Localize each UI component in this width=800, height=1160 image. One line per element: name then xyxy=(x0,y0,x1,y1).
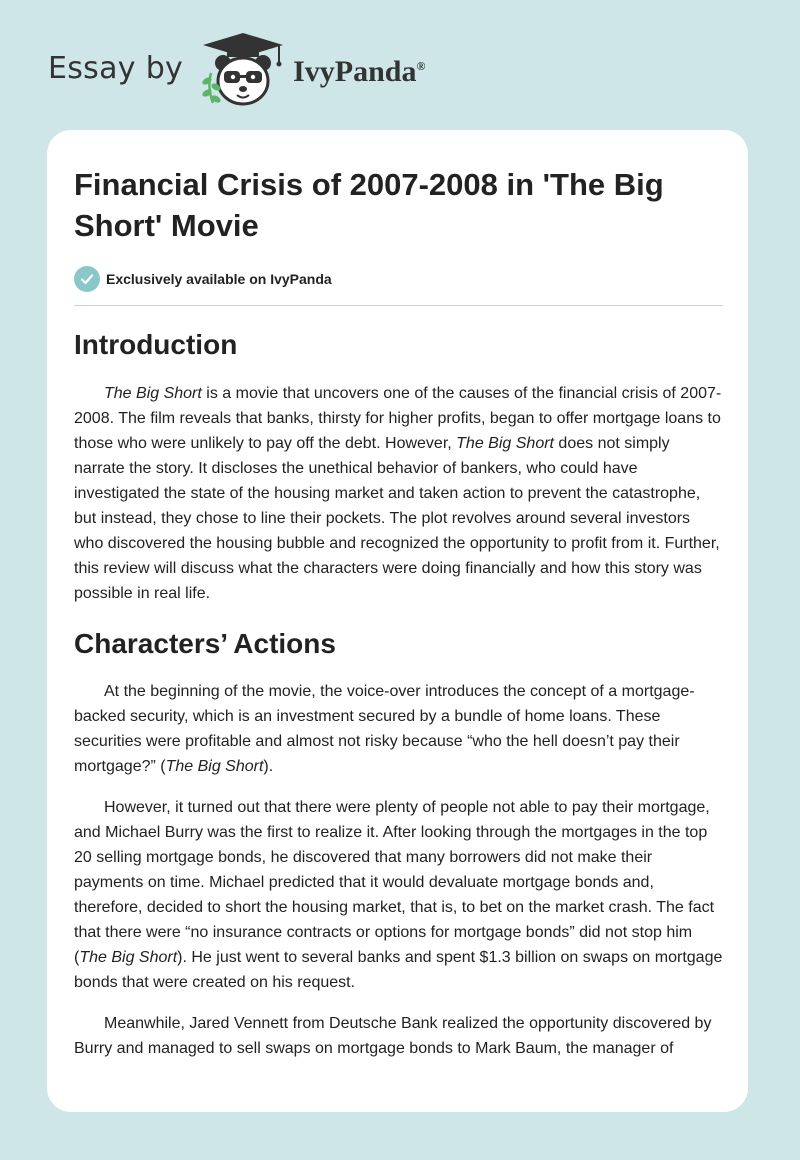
intro-paragraph: The Big Short is a movie that uncovers one of the causes of the financial crisis of 2007-2008. The film reveals that banks, thirsty for higher profits, began to offer mortgage loans to those who were unlikely to pay off the debt. However, The Big Short does not simply narrate the story. It discloses the unethical behavior of bankers, who could have investigated the state of the housing market and taken action to prevent the catastrophe, but instead, they chose to line their pockets. The plot revolves around several investors who discovered the housing bubble and recognized the opportunity to profit from it. Further, this review will discuss what the characters were doing financially and how this story was possible in real life. xyxy=(74,385,722,602)
body-paragraph: At the beginning of the movie, the voice-over introduces the concept of a mortgage-backed security, which is an investment secured by a bundle of home loans. These securities were profitable and almost not risky because “who the hell doesn’t pay their mortgage?” (The Big Short). xyxy=(74,683,695,775)
movie-title-italic: The Big Short xyxy=(456,435,554,452)
body-paragraph: Meanwhile, Jared Vennett from Deutsche Bank realized the opportunity discovered by Burry and managed to sell swaps on mortgage bonds to Mark Baum, the manager of xyxy=(74,1015,712,1057)
section-heading-introduction: Introduction xyxy=(74,329,238,360)
essay-card xyxy=(47,130,748,1112)
section-heading-characters-actions: Characters’ Actions xyxy=(74,628,336,659)
brand-prefix: Essay by xyxy=(48,50,184,86)
movie-title-italic: The Big Short xyxy=(79,949,178,966)
panda-logo-icon xyxy=(197,29,289,111)
essay-title: Financial Crisis of 2007-2008 in 'The Big Short' Movie xyxy=(74,167,664,243)
exclusive-badge xyxy=(74,265,723,293)
check-circle-icon xyxy=(74,266,100,292)
body-paragraph: However, it turned out that there were plenty of people not able to pay their mortgage, and Michael Burry was the first to realize it. After looking through the mortgages in the top 20 selling mortgage bonds, he discovered that many borrowers did not make their payments on time. Michael predicted that it would devaluate mortgage bonds and, therefore, decided to short the housing market, that is, to bet on the market crash. The fact that there were “no insurance contracts or options for mortgage bonds” did not stop him (The Big Short). He just went to several banks and spent $1.3 billion on swaps on mortgage bonds that were created on his request. xyxy=(74,799,723,991)
registered-mark: ® xyxy=(416,59,426,73)
movie-title-italic: The Big Short xyxy=(165,758,264,775)
brand-logo[interactable] xyxy=(48,30,425,110)
movie-title-italic: The Big Short xyxy=(104,385,202,402)
exclusive-label: Exclusively available on IvyPanda xyxy=(106,271,332,287)
divider xyxy=(74,305,723,306)
brand-name: IvyPanda® xyxy=(293,55,426,88)
